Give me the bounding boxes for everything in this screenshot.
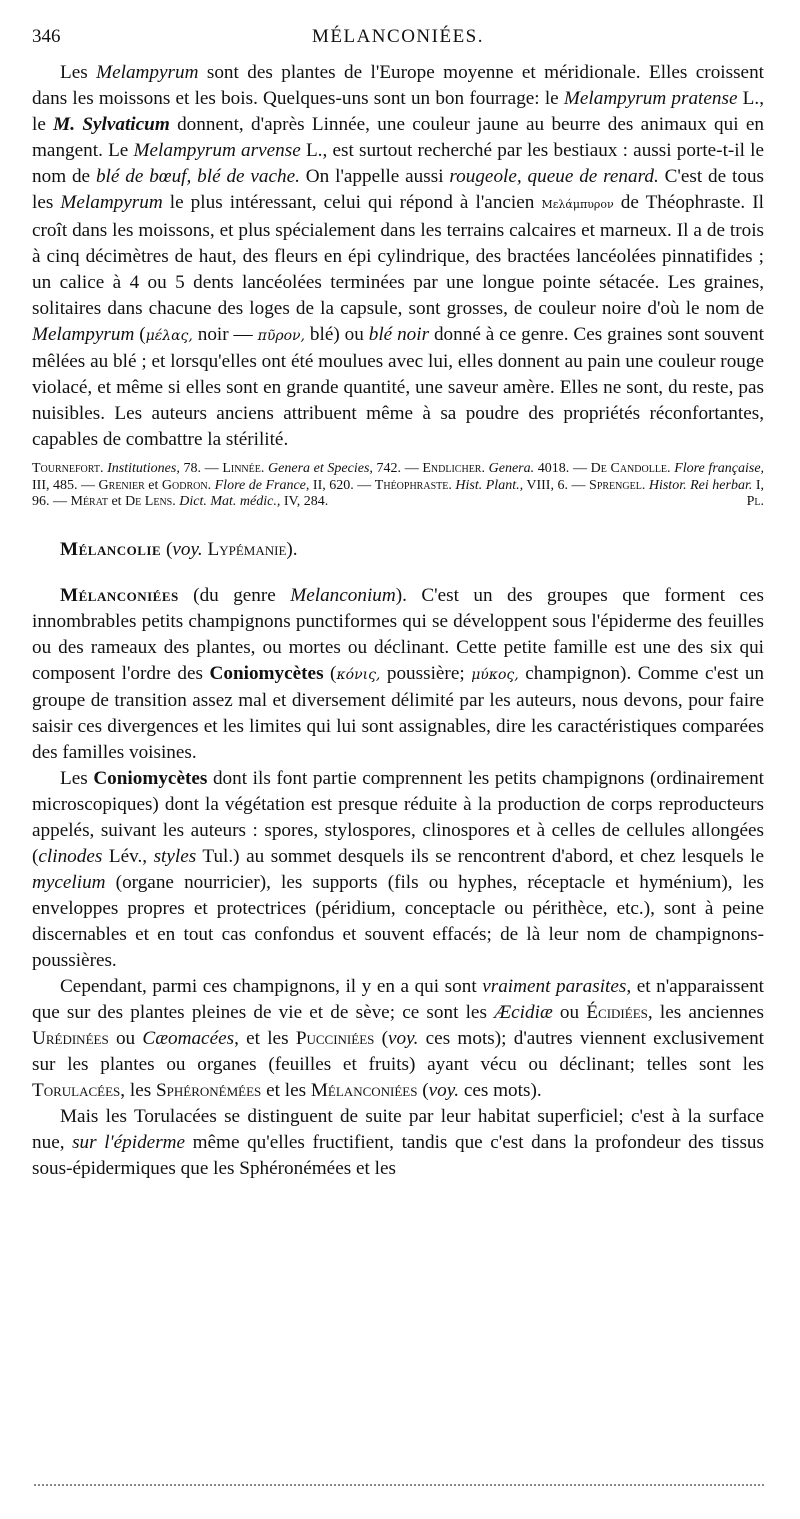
melanconiees-paragraph-2: Les Coniomycètes dont ils font partie comprennent les petits champignons (ordinairement microscopiques) dont la végétation est presque réduite à la production de corps reproducteurs appelés, suivant les auteurs : spores, stylospores, clinospores et à celles de cellules allongées (clinodes Lév., styles Tul.) au sommet desquels ils se rencontrent d'abord, et chez lesquels le mycelium (organe nourricier), les supports (fils ou hyphes, réceptacle et hyménium), les enveloppes propres et protectrices (péridium, conceptacle ou périthèce, etc.), sont à peine discernables et en tout cas confondus et souvent effacés; de là leur nom de champignons-poussières.	[32, 767, 765, 971]
cross-reference: Lypémanie	[207, 538, 287, 560]
melancolie-entry: Mélancolie (voy. Lypémanie).	[60, 538, 298, 560]
page-number: 346	[32, 26, 61, 47]
entry-headword: Mélancolie	[60, 538, 162, 560]
bibliography-references: Tournefort. Institutiones, 78. — Linnée. Genera et Species, 742. — Endlicher. Genera. 4018. — De Candolle. Flore française, III, 485. — Grenier et Godron. Flore de France, II, 620. — Théophraste. Hist. Plant., VIII, 6. — Sprengel. Histor. Rei herbar. I, 96. — Mérat et De Lens. Dict. Mat. médic., IV, 284. Pl.	[32, 461, 765, 509]
melampyrum-paragraph: Les Melampyrum sont des plantes de l'Europe moyenne et méridionale. Elles croissent dans les moissons et les bois. Quelques-uns sont un bon fourrage: le Melampyrum pratense L., le M. Sylvaticum donnent, d'après Linnée, une couleur jaune au beurre des animaux qui en mangent. Le Melampyrum arvense L., est surtout recherché par les bestiaux : aussi porte-t-il le nom de blé de bœuf, blé de vache. On l'appelle aussi rougeole, queue de renard. C'est de tous les Melampyrum le plus intéressant, celui qui répond à l'ancien Μελάμπυρον de Théophraste. Il croît dans les moissons, et plus spécialement dans les terrains calcaires et marneux. Il a de trois à cinq décimètres de haut, des fleurs en épi cylindrique, des bractées lancéolées pinnatifides ; un calice à 4 ou 5 dents lancéolées terminées par une longue pointe sétacée. Les graines, solitaires dans chacune des loges de la capsule, sont grosses, de couleur noire d'où le nom de Melampyrum (μέλας, noir — πῦρον, blé) ou blé noir donné à ce genre. Ces graines sont souvent mêlées au blé ; et lorsqu'elles ont été moulues avec lui, elles donnent au pain une couleur rouge violacé, et même si elles sont en grande quantité, une saveur amère. Elles ne sont, du reste, pas nuisibles. Les auteurs anciens attribuent même à sa poudre des propriétés réconfortantes, capables de combattre la stérilité.	[32, 62, 765, 450]
melanconiees-paragraph-3: Cependant, parmi ces champignons, il y en a qui sont vraiment parasites, et n'apparaissent que sur des plantes pleines de vie et de sève; ce sont les Æcidiæ ou Écidiées, les anciennes Urédinées ou Cæomacées, et les Pucciniées (voy. ces mots); d'autres viennent exclusivement sur les plantes ou organes (feuilles et fruits) ayant vécu ou déclinant; telles sont les Torulacées, les Sphéronémées et les Mélanconiées (voy. ces mots).	[32, 975, 765, 1101]
entry-headword: Mélanconiées	[60, 584, 179, 606]
page	[32, 26, 764, 1182]
running-title: MÉLANCONIÉES.	[311, 26, 485, 47]
footer-rule	[34, 1484, 764, 1488]
author-signature: Pl.	[746, 494, 764, 509]
page-header	[32, 26, 764, 60]
melanconiees-paragraph-1: Mélanconiées (du genre Melanconium). C'est un des groupes que forment ces innombrables petits champignons punctiformes qui se développent sous l'épiderme des feuilles ou des rameaux des plantes, ou mortes ou déclinant. Cette petite famille est une des six qui composent l'ordre des Coniomycètes (κόνις, poussière; μύκος, champignon). Comme c'est un groupe de transition assez mal et diversement délimité par les auteurs, nous devons, pour faire saisir ces divergences et les limites qui lui sont assignables, dire les caractéristiques comparées des familles voisines.	[32, 584, 765, 763]
melanconiees-paragraph-4: Mais les Torulacées se distinguent de suite par leur habitat superficiel; c'est à la surface nue, sur l'épiderme même qu'elles fructifient, tandis que c'est dans la profondeur des tissus sous-épidermiques que les Sphéronémées et les	[32, 1105, 764, 1179]
